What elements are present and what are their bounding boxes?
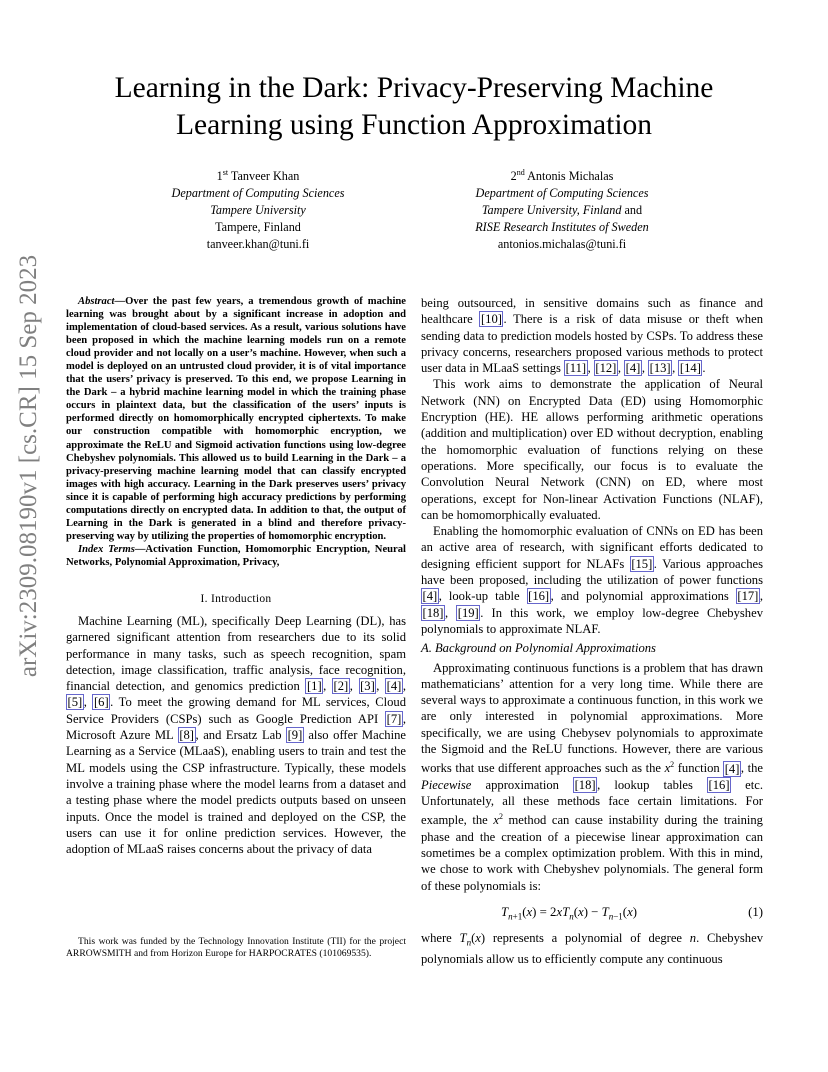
citation-link[interactable]: [13] (649, 361, 671, 376)
equation-number: (1) (748, 905, 763, 920)
citation-link[interactable]: [16] (708, 777, 730, 792)
citation-link[interactable]: [3] (360, 679, 375, 694)
author-email[interactable]: antonios.michalas@tuni.fi (497, 237, 627, 252)
citation-link[interactable]: [4] (625, 361, 641, 376)
citation-link[interactable]: [1] (306, 679, 322, 694)
author-affiliation-2: RISE Research Institutes of Sweden (475, 220, 649, 235)
citation-link[interactable]: [14] (679, 361, 701, 376)
author-dept: Department of Computing Sciences (171, 186, 345, 201)
citation-link[interactable]: [11] (565, 361, 587, 376)
intro-paragraph: Machine Learning (ML), specifically Deep Learning (DL), has garnered significant attention from researchers due to its solid performance in many tasks, such as speech recognition, spam detection, image classification, traffic analysis, face recognition, financial detection, and genomics prediction [1] , [2] , [3] , [4] , [5] , [6] . To meet the growing demand for ML services, Cloud Service Providers (CSPs) such as Google Prediction API [7] , Microsoft Azure ML [8] , and Ersatz Lab [9] also offer Machine Learning as a Service (MLaaS), enabling users to train and test the ML models using the CSP infrastructure. Typically, these models involve a training phase where the model learns from a dataset and a testing phase where the model predicts outputs based on unseen inputs. Once the model is trained and deployed on the CSP, the users can use it for online prediction services. However, the adoption of MLaaS raises concerns about the privacy of data (66, 613, 407, 857)
paragraph: where $T_n(x)$ represents a polynomial of degree n. Chebyshev polynomials allow us to efficiently compute any continuous (421, 931, 763, 966)
abstract (66, 295, 406, 569)
citation-link[interactable]: [16] (528, 589, 550, 604)
citation-link[interactable]: [4] (724, 761, 740, 776)
author-block-2 (432, 164, 692, 253)
author-name: Tanveer Khan (230, 169, 300, 184)
equation-formula: $T_{n+1}(x) = 2xT_n(x) - T_{n-1}(x)$ (501, 905, 638, 922)
subsection-heading: A. Background on Polynomial Approximations (421, 641, 656, 656)
citation-link[interactable]: [6] (93, 695, 109, 710)
author-name: Antonis Michalas (527, 169, 614, 184)
equation-1 (421, 894, 763, 930)
citation-link[interactable]: [9] (287, 728, 303, 743)
citation-link[interactable]: [15] (631, 556, 653, 571)
paper-title (40, 70, 788, 144)
author-email[interactable]: tanveer.khan@tuni.fi (206, 237, 310, 252)
right-column (421, 295, 763, 967)
citation-link[interactable]: [4] (422, 589, 438, 604)
author-name-line: 1st Tanveer Khan (216, 168, 300, 184)
paragraph: This work aims to demonstrate the application of Neural Network (NN) on Encrypted Data (ED) using Homomorphic Encryption (HE). HE allows performing arithmetic operations (addition and multiplication) over ED without decryption, enabling the homomorphic evaluation of functions relying on these operations. More specifically, our focus is to evaluate the Convolution Neural Network (CNN) on ED, where most operations, except for Non-linear Activation Functions (NLAF), can be homomorphically evaluated. (421, 377, 763, 522)
index-terms-text: —Activation Function, Homomorphic Encryption, Neural Networks, Polynomial Approximation, Privacy, (66, 543, 406, 568)
title-line-1: Learning in the Dark: Privacy-Preserving Machine (114, 72, 714, 104)
citation-link[interactable]: [7] (386, 711, 402, 726)
author-affiliation: Tampere University (210, 203, 306, 218)
arxiv-identifier: arXiv:2309.08190v1 [cs.CR] 15 Sep 2023 (15, 254, 42, 678)
author-name-line: 2nd Antonis Michalas (510, 168, 614, 184)
citation-link[interactable]: [10] (480, 312, 502, 327)
paragraph: Approximating continuous functions is a problem that has drawn mathematicians’ attention for a very long time. While there are several ways to approximate a continuous function, in this work we are only interested in polynomial approximations. More specifically, we are using Chebysev polynomials to approximate the Sigmoid and the ReLU functions. However, there are various works that use different approaches such as the $x^2$ function [4] , the Piecewise approximation [18] , lookup tables [16] etc. Unfortunately, all these methods face certain limitations. For example, the $x^2$ method can cause instability during the training phase and the creation of a piecewise linear approximation can sometimes be a complex optimization problem. With this in mind, we chose to work with Chebyshev polynomials. The general form of these polynomials is: (421, 660, 764, 893)
author-block-1 (128, 164, 388, 253)
abstract-text: —Over the past few years, a tremendous growth of machine learning was brought about by a significant increase in adoption and implementation of cloud-based services. As a result, various solutions have been proposed in which the machine learning models run on a remote cloud provider and not locally on a user’s machine. However, when such a model is deployed on an untrusted cloud provider, it is of vital importance that the users’ privacy is preserved. To this end, we propose Learning in the Dark – a hybrid machine learning model in which the training phase occurs in plaintext data, but the classification of the users’ inputs is performed directly on homomorphically encrypted ciphertexts. To make our construction compatible with homomorphic encryption, we approximate the ReLU and Sigmoid activation functions using low-degree Chebyshev polynomials. This allowed us to build Learning in the Dark – a privacy-preserving machine learning model that can classify encrypted images with high accuracy. Learning in the Dark preserves users’ privacy since it is capable of performing high accuracy predictions by performing computations directly on encrypted data. In addition to that, the output of Learning in the Dark is generated in a blind and therefore privacy-preserving way by utilizing the properties of homomorphic encryption. (66, 296, 406, 542)
citation-link[interactable]: [4] (386, 679, 402, 694)
left-column (66, 295, 406, 857)
citation-link[interactable]: [18] (574, 777, 596, 792)
index-terms-label: Index Terms (78, 543, 135, 555)
citation-link[interactable]: [19] (457, 605, 479, 620)
paragraph: being outsourced, in sensitive domains such as finance and healthcare [10] . There is a risk of data misuse or theft when sending data to prediction models hosted by CSPs. To address these privacy concerns, researchers proposed various methods to protect user data in MLaaS settings [11] , [12] , [4] , [13] , [14] . (421, 296, 763, 376)
abstract-label: Abstract (78, 296, 115, 307)
author-location: Tampere, Finland (215, 220, 301, 235)
paragraph: Enabling the homomorphic evaluation of CNNs on ED has been an active area of research, with significant efforts dedicated to designing efficient support for NLAFs [15] . Various approaches have been proposed, including the utilization of power functions [4] , look-up table [16] , and polynomial approximations [17] , [18] , [19] . In this work, we employ low-degree Chebyshev polynomials to approximate NLAF. (421, 524, 764, 636)
citation-link[interactable]: [8] (179, 728, 194, 743)
citation-link[interactable]: [18] (422, 605, 444, 620)
citation-link[interactable]: [12] (595, 361, 617, 376)
citation-link[interactable]: [17] (737, 589, 759, 604)
citation-link[interactable]: [5] (67, 695, 83, 710)
author-dept: Department of Computing Sciences (475, 186, 649, 201)
title-line-2: Learning using Function Approximation (175, 109, 653, 141)
author-affiliation-line: Tampere University, Finland and (481, 203, 643, 218)
footnote: This work was funded by the Technology Innovation Institute (TII) for the project ARROWSMITH and from Horizon Europe for HARPOCRATES (101069535). (66, 936, 406, 959)
introduction-body (66, 613, 406, 857)
citation-link[interactable]: [2] (333, 679, 349, 694)
section-heading-introduction: I. Introduction (200, 592, 272, 605)
